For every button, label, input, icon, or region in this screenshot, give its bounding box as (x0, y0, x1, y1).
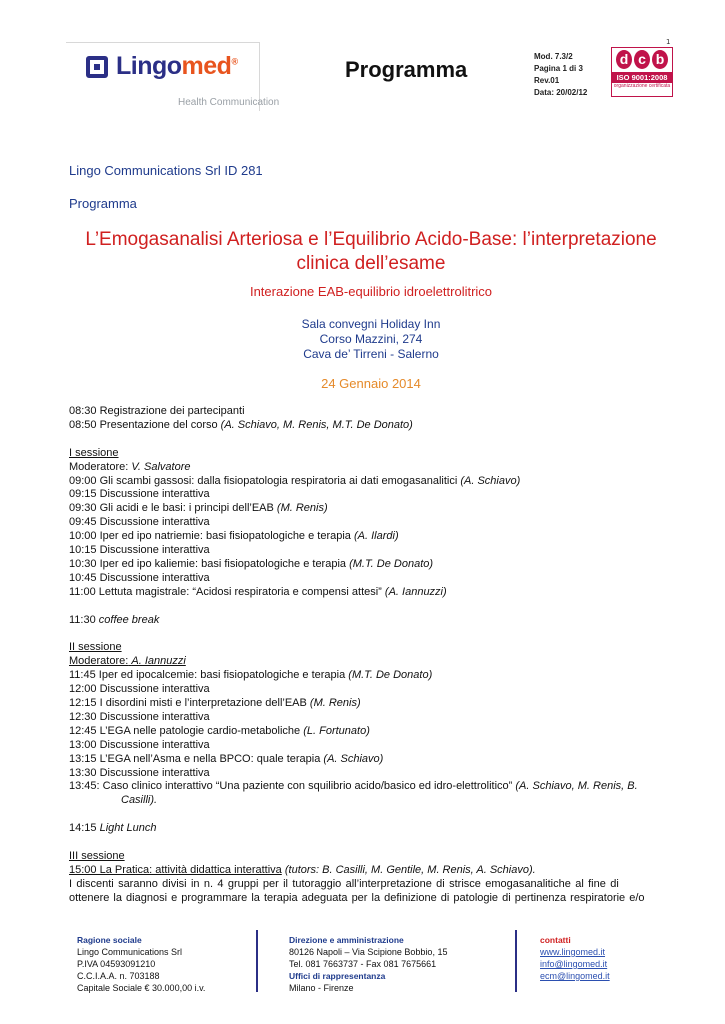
lingomed-logo (86, 52, 238, 81)
meta-mod: Mod. 7.3/2 (534, 52, 573, 61)
venue-line1: Sala convegni Holiday Inn (301, 317, 441, 331)
schedule-item: 12:00 Discussione interattiva (69, 683, 210, 696)
session3-title: III sessione (69, 850, 125, 862)
footer-line: Tel. 081 7663737 - Fax 081 7675661 (289, 959, 437, 969)
footer-line: 80126 Napoli – Via Scipione Bobbio, 15 (289, 947, 448, 957)
iso-label: ISO 9001:2008 (612, 72, 672, 83)
session1-moderator: Moderatore: V. Salvatore (69, 460, 191, 473)
footer-line: P.IVA 04593091210 (77, 959, 156, 969)
session3-para-line2: ottenere la diagnosi e programmare la terapia adeguata per la definizione di patologie di pertinenza respiratorie e/o (69, 891, 645, 904)
coffee-break: 11:30 coffee break (69, 613, 160, 626)
schedule-item: 10:45 Discussione interattiva (69, 571, 210, 584)
event-title-line2: clinica dell’esame (296, 253, 446, 274)
footer-divider (515, 930, 517, 992)
session2-title: II sessione (69, 641, 122, 654)
footer-line: Milano - Firenze (289, 983, 354, 993)
venue-line3: Cava de’ Tirreni - Salerno (303, 347, 439, 361)
schedule-item: 12:15 I disordini misti e l’interpretazione dell’EAB (M. Renis) (69, 697, 361, 710)
tagline: Health Communication (178, 97, 280, 108)
event-date: 24 Gennaio 2014 (321, 376, 421, 391)
footer-line: Lingo Communications Srl (77, 947, 183, 957)
dcb-letter-b: b (652, 50, 668, 69)
footer-col-ragione (77, 934, 205, 994)
footer-head-ragione: Ragione sociale (77, 935, 142, 945)
dcb-certification-logo (611, 47, 673, 97)
footer-line: C.C.I.A.A. n. 703188 (77, 971, 160, 981)
session2-moderator: Moderatore: A. Iannuzzi (69, 655, 186, 668)
session3-heading: 15:00 La Pratica: attività didattica interattiva (tutors: B. Casilli, M. Gentile, M. Renis, A. Schiavo). (69, 863, 536, 876)
schedule-item: 13:00 Discussione interattiva (69, 738, 210, 751)
event-title-line1: L’Emogasanalisi Arteriosa e l’Equilibrio Acido-Base: l’interpretazione (85, 229, 657, 250)
website-link[interactable]: www.lingomed.it (540, 947, 606, 957)
session3-para-line1: I discenti saranno divisi in n. 4 gruppi per il tutoraggio all’interpretazione di strisce emogasanalitiche al fine di (69, 877, 619, 890)
footer-col-direzione (289, 934, 447, 994)
case-clinico: 13:45: Caso clinico interattivo “Una paziente con squilibrio acido/basico ed idro-elettrolitico” (A. Schiavo, M. Renis, B. (69, 780, 638, 793)
meta-pagina: Pagina 1 di 3 (534, 64, 583, 73)
schedule-item: 11:45 Iper ed ipocalcemie: basi fisiopatologiche e terapia (M.T. De Donato) (69, 669, 433, 682)
logo-med-text: med (181, 52, 232, 80)
logo-lingo-text: Lingo (116, 52, 182, 80)
schedule-item: 10:15 Discussione interattiva (69, 544, 210, 557)
schedule-item: 09:45 Discussione interattiva (69, 516, 210, 529)
corner-mark: 1 (666, 38, 671, 46)
footer-col-contatti (540, 934, 610, 982)
footer-head-contatti: contatti (540, 935, 571, 945)
schedule-item: 10:00 Iper ed ipo natriemie: basi fisiopatologiche e terapia (A. Ilardi) (69, 530, 399, 543)
document-meta (534, 51, 587, 99)
schedule-item: 10:30 Iper ed ipo kaliemie: basi fisiopatologiche e terapia (M.T. De Donato) (69, 557, 434, 570)
schedule-item: 08:50 Presentazione del corso (A. Schiavo, M. Renis, M.T. De Donato) (69, 418, 413, 431)
logo-mark-icon (86, 56, 108, 78)
schedule-item: 09:00 Gli scambi gassosi: dalla fisiopatologia respiratoria ai dati emogasanalitici (A. Schiavo) (69, 474, 521, 487)
footer-head-uffici: Uffici di rappresentanza (289, 971, 386, 981)
dcb-letter-d: d (616, 50, 632, 69)
schedule-item: 12:30 Discussione interattiva (69, 710, 210, 723)
footer-line: Capitale Sociale € 30.000,00 i.v. (77, 983, 206, 993)
schedule-item: 09:15 Discussione interattiva (69, 488, 210, 501)
program-body (69, 405, 677, 906)
schedule-item: 13:30 Discussione interattiva (69, 766, 210, 779)
registered-mark: ® (231, 56, 238, 67)
schedule-item: 12:45 L’EGA nelle patologie cardio-metaboliche (L. Fortunato) (69, 724, 370, 737)
event-subtitle: Interazione EAB-equilibrio idroelettrolitrico (249, 284, 493, 299)
light-lunch: 14:15 Light Lunch (69, 822, 157, 835)
cert-sub-label: organizzazione certificata (613, 83, 671, 89)
info-email-link[interactable]: info@lingomed.it (540, 959, 608, 969)
event-title (68, 228, 674, 276)
venue-block (68, 317, 674, 362)
programma-label: Programma (69, 196, 137, 211)
schedule-item: 09:30 Gli acidi e le basi: i principi dell’EAB (M. Renis) (69, 502, 328, 515)
meta-data: Data: 20/02/12 (534, 88, 588, 97)
session1-title: I sessione (69, 446, 119, 459)
schedule-item: 11:00 Lettuta magistrale: “Acidosi respiratoria e compensi attesi” (A. Iannuzzi) (69, 585, 447, 598)
dcb-letter-c: c (634, 50, 650, 69)
provider-line: Lingo Communications Srl ID 281 (69, 163, 263, 178)
page-title: Programma (345, 57, 468, 82)
footer-divider (256, 930, 258, 992)
meta-rev: Rev.01 (534, 76, 560, 85)
venue-line2: Corso Mazzini, 274 (319, 332, 423, 346)
schedule-item: 08:30 Registrazione dei partecipanti (69, 405, 245, 417)
ecm-email-link[interactable]: ecm@lingomed.it (540, 971, 610, 981)
schedule-item: 13:15 L’EGA nell’Asma e nella BPCO: quale terapia (A. Schiavo) (69, 752, 384, 765)
case-clinico-cont: Casilli). (121, 794, 158, 807)
footer-head-direzione: Direzione e amministrazione (289, 935, 404, 945)
